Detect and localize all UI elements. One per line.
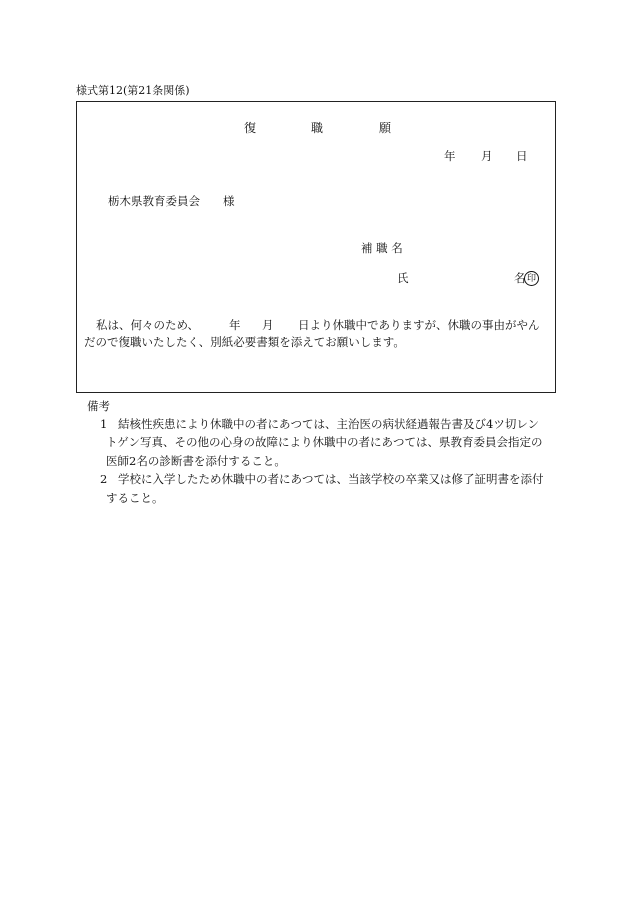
body-month: 月 bbox=[262, 318, 274, 332]
note-2-number: 2 bbox=[100, 472, 108, 486]
note-1-number: 1 bbox=[100, 417, 108, 431]
seal-icon: 印 bbox=[524, 271, 539, 286]
note-2-line2: すること。 bbox=[106, 491, 164, 505]
body-line1-end: 日より休職中でありますが、休職の事由がやん bbox=[298, 318, 540, 332]
addressee: 栃木県教育委員会 様 bbox=[108, 194, 235, 208]
position-label: 補 職 名 bbox=[361, 241, 403, 255]
name-label-mei: 名 bbox=[514, 271, 526, 285]
note-1-line3: 医師2名の診断書を添付すること。 bbox=[106, 454, 286, 468]
date-year: 年 bbox=[444, 149, 456, 163]
title-char-2: 職 bbox=[311, 121, 324, 135]
note-1-line1: 結核性疾患により休職中の者にあつては、主治医の病状経過報告書及び4ツ切レン bbox=[118, 417, 540, 431]
body-year: 年 bbox=[229, 318, 241, 332]
date-month: 月 bbox=[481, 149, 493, 163]
note-1-line2: トゲン写真、その他の心身の故障により休職中の者にあつては、県教育委員会指定の bbox=[106, 435, 543, 449]
title-char-3: 願 bbox=[379, 121, 392, 135]
title-char-1: 復 bbox=[244, 121, 257, 135]
notes-heading: 備考 bbox=[87, 399, 110, 413]
form-label: 様式第12(第21条関係) bbox=[76, 84, 190, 97]
name-label-shi: 氏 bbox=[397, 271, 409, 285]
body-line2: だので復職いたしたく、別紙必要書類を添えてお願いします。 bbox=[84, 335, 405, 349]
body-line1-start: 私は、何々のため、 bbox=[96, 318, 200, 332]
date-day: 日 bbox=[516, 149, 528, 163]
note-2-line1: 学校に入学したため休職中の者にあつては、当該学校の卒業又は修了証明書を添付 bbox=[118, 472, 544, 486]
